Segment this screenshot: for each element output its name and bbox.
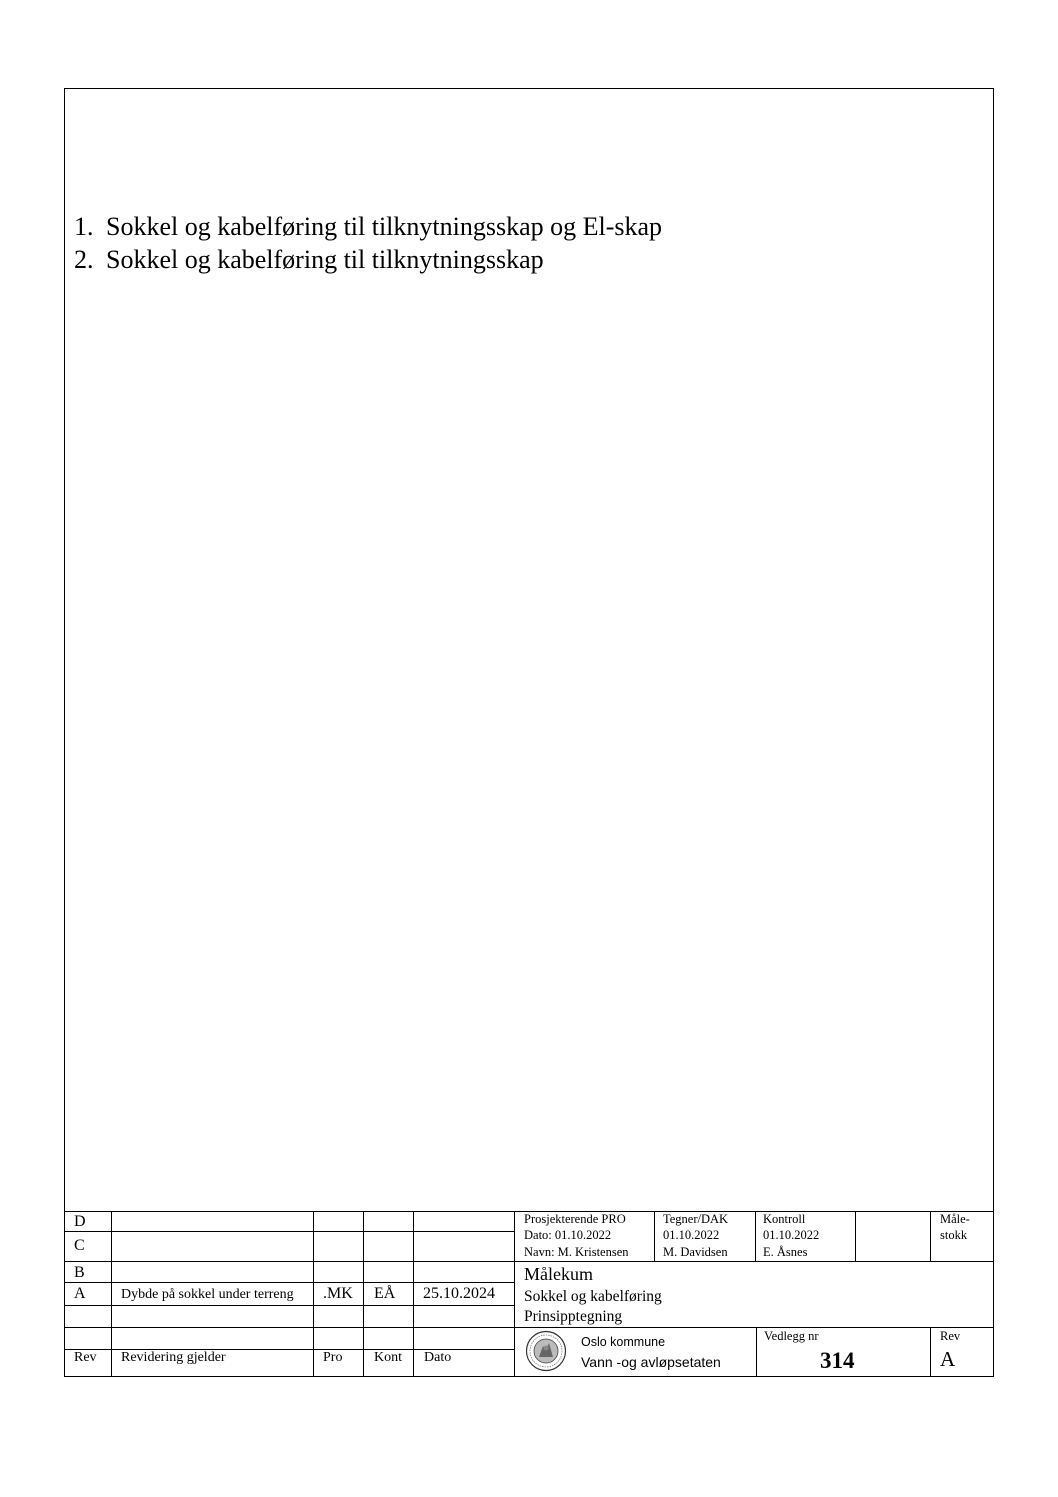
agency-name: Vann -og avløpsetaten — [581, 1354, 721, 1370]
rev-header-rev: Rev — [74, 1350, 97, 1365]
drawing-subtitle-1: Sokkel og kabelføring — [524, 1288, 662, 1305]
malestokk-label-line1: Måle- — [940, 1212, 970, 1226]
rev-row-d-label: D — [74, 1213, 86, 1230]
rev-header-dato: Dato — [424, 1350, 452, 1365]
tegner-name: M. Davidsen — [663, 1245, 728, 1259]
vedlegg-label: Vedlegg nr — [764, 1329, 819, 1343]
prosjekterende-name: Navn: M. Kristensen — [524, 1245, 629, 1259]
rev-row-a-pro: .MK — [323, 1285, 353, 1302]
contents-item-2: 2. Sokkel og kabelføring til tilknytningsskap — [74, 245, 544, 274]
contents-list — [74, 210, 662, 276]
rev-row-b-label: B — [74, 1264, 85, 1281]
vedlegg-number: 314 — [820, 1348, 855, 1373]
kontroll-name: E. Åsnes — [763, 1245, 808, 1259]
rev-row-a-label: A — [74, 1285, 86, 1302]
rev-value: A — [940, 1347, 956, 1371]
rev-header-pro: Pro — [323, 1350, 343, 1365]
drawing-subtitle-2: Prinsipptegning — [524, 1308, 623, 1325]
tegner-date: 01.10.2022 — [663, 1228, 720, 1242]
prosjekterende-date: Dato: 01.10.2022 — [524, 1228, 612, 1242]
rev-header-description: Revidering gjelder — [121, 1350, 226, 1365]
rev-row-a-description: Dybde på sokkel under terreng — [121, 1287, 294, 1302]
drawing-frame — [64, 88, 994, 1377]
drawing-title: Målekum — [524, 1264, 593, 1284]
rev-header-kont: Kont — [374, 1350, 402, 1365]
rev-row-a-dato: 25.10.2024 — [423, 1285, 495, 1302]
contents-item-2-text: Sokkel og kabelføring til tilknytningsskap — [106, 245, 544, 274]
tegner-label: Tegner/DAK — [663, 1212, 729, 1226]
contents-item-1-text: Sokkel og kabelføring til tilknytningsskap og El-skap — [106, 212, 663, 241]
oslo-kommune-seal-icon — [525, 1330, 567, 1372]
kontroll-date: 01.10.2022 — [763, 1228, 820, 1242]
rev-label: Rev — [940, 1329, 961, 1343]
contents-item-1: 1. Sokkel og kabelføring til tilknytningsskap og El-skap — [74, 212, 663, 241]
rev-row-c-label: C — [74, 1237, 85, 1254]
prosjekterende-label: Prosjekterende PRO — [524, 1212, 626, 1226]
rev-row-a-kont: EÅ — [374, 1285, 396, 1302]
kontroll-label: Kontroll — [763, 1212, 806, 1226]
malestokk-label-line2: stokk — [940, 1228, 968, 1242]
organization-name: Oslo kommune — [581, 1335, 666, 1349]
